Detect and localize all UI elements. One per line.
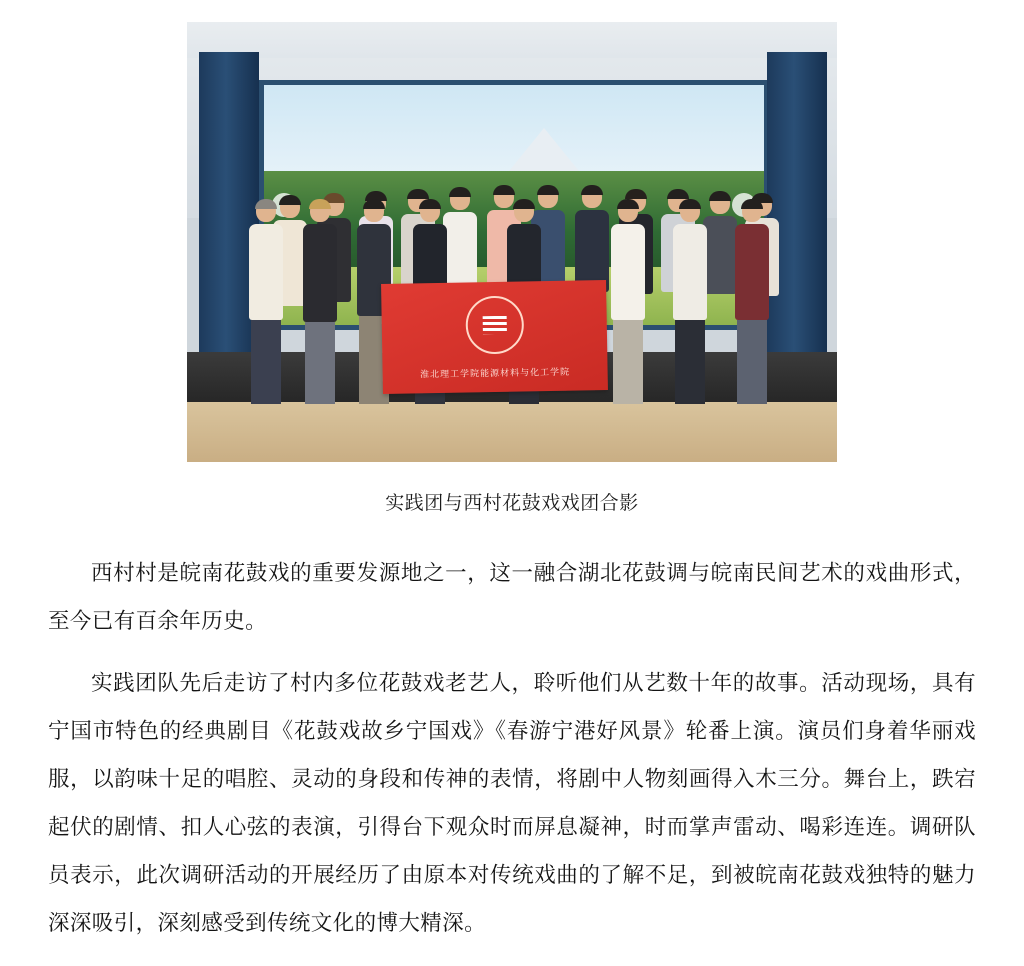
paragraph: 西村村是皖南花鼓戏的重要发源地之一，这一融合湖北花鼓调与皖南民间艺术的戏曲形式，至今已有百余年历史。	[48, 561, 976, 633]
person	[575, 186, 609, 292]
ceiling	[187, 22, 837, 62]
person	[249, 200, 283, 404]
paragraph: 实践团队先后走访了村内多位花鼓戏老艺人，聆听他们从艺数十年的故事。活动现场，具有宁国市特色的经典剧目《花鼓戏故乡宁国戏》《春游宁港好风景》轮番上演。演员们身着华丽戏服，以韵味十足的唱腔、灵动的身段和传神的表情，将剧中人物刻画得入木三分。舞台上，跌宕起伏的剧情、扣人心弦的表演，引得台下观众时而屏息凝神，时而掌声雷动、喝彩连连。调研队员表示，此次调研活动的开展经历了由原本对传统戏曲的了解不足，到被皖南花鼓戏独特的魅力深深吸引，深刻感受到传统文化的博大精深。	[48, 671, 976, 935]
article-figure	[48, 22, 976, 515]
person	[443, 188, 477, 292]
person	[673, 200, 707, 404]
group-photo	[187, 22, 837, 462]
person	[303, 200, 337, 404]
person	[703, 192, 737, 294]
university-emblem	[465, 296, 524, 355]
banner-text: 淮北理工学院能源材料与化工学院	[420, 366, 571, 380]
article-body	[48, 549, 976, 947]
troupe-banner	[381, 280, 608, 394]
figure-caption: 实践团与西村花鼓戏戏团合影	[385, 493, 639, 514]
person	[611, 200, 645, 404]
person	[735, 200, 769, 404]
